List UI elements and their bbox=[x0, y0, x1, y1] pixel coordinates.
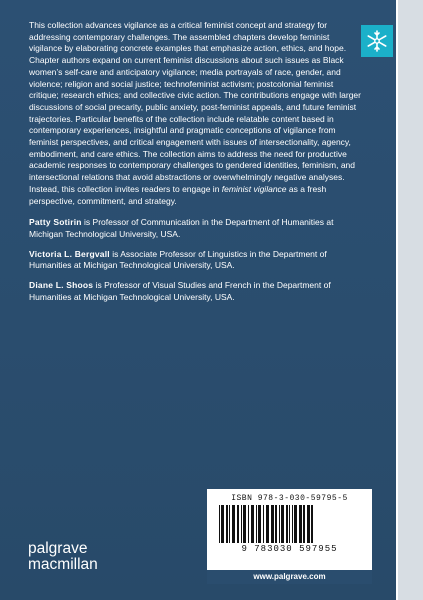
abstract-emphasis: feminist vigilance bbox=[221, 183, 287, 194]
snowflake-icon bbox=[365, 29, 389, 53]
author-bio bbox=[29, 217, 362, 240]
abstract-text-end: as a fresh perspective, commitment, and strategy. bbox=[29, 183, 327, 206]
barcode-digits: 9 783030 597955 bbox=[241, 544, 338, 554]
author-bio bbox=[29, 249, 362, 272]
abstract-paragraph bbox=[29, 20, 362, 207]
back-cover-text bbox=[29, 20, 362, 311]
publisher-url[interactable]: www.palgrave.com bbox=[207, 569, 372, 584]
author-name: Patty Sotirin bbox=[29, 217, 82, 228]
barcode-bars bbox=[217, 505, 362, 543]
author-bios bbox=[29, 217, 362, 303]
author-bio-text: is Professor of Visual Studies and French in the Department of Humanities at Michigan Technological University, USA. bbox=[29, 280, 331, 302]
brand-line-palgrave: palgrave bbox=[28, 540, 88, 557]
author-bio bbox=[29, 280, 362, 303]
isbn-label: ISBN 978-3-030-59795-5 bbox=[231, 494, 348, 503]
publisher-logo-icon bbox=[361, 25, 393, 57]
author-bio-text: is Associate Professor of Linguistics in the Department of Humanities at Michigan Technological University, USA. bbox=[29, 248, 327, 271]
author-name: Diane L. Shoos bbox=[29, 280, 94, 291]
isbn-barcode bbox=[207, 489, 372, 569]
spine-strip bbox=[396, 0, 423, 600]
author-bio-text: is Professor of Communication in the Department of Humanities at Michigan Technological University, USA. bbox=[29, 217, 334, 239]
brand-line-macmillan: macmillan bbox=[28, 556, 98, 573]
publisher-brand bbox=[28, 541, 98, 573]
author-name: Victoria L. Bergvall bbox=[29, 248, 110, 259]
abstract-text: This collection advances vigilance as a critical feminist concept and strategy for addressing contemporary challenges. The assembled chapters develop feminist vigilance by elaborating concrete examples that emphasize action, ethics, and hope. Chapter authors expand on current feminist discussions about such issues as Black women’s self-care and anticipatory vigilance; media portrayals of race, gender, and violence; religion and social justice; technofeminist activism; postcolonial feminist critique; research ethics; and collective civic action. The contributions engage with larger discussions of social precarity, public anxiety, post-feminist appeals, and future feminist trajectories. Particular benefits of the collection include relatable content based in contemporary experiences, insightful and pragmatic conceptions of vigilance from feminist perspectives, and critical engagement with issues of intersectionality, agency, embodiment, and care ethics. The collection aims to address the need for productive academic responses to contemporary challenges to gendered identities, feminism, and intersectional relations that avoid abstractions or overwhelmingly negative analyses. Instead, this collection invites readers to engage in bbox=[29, 20, 361, 194]
